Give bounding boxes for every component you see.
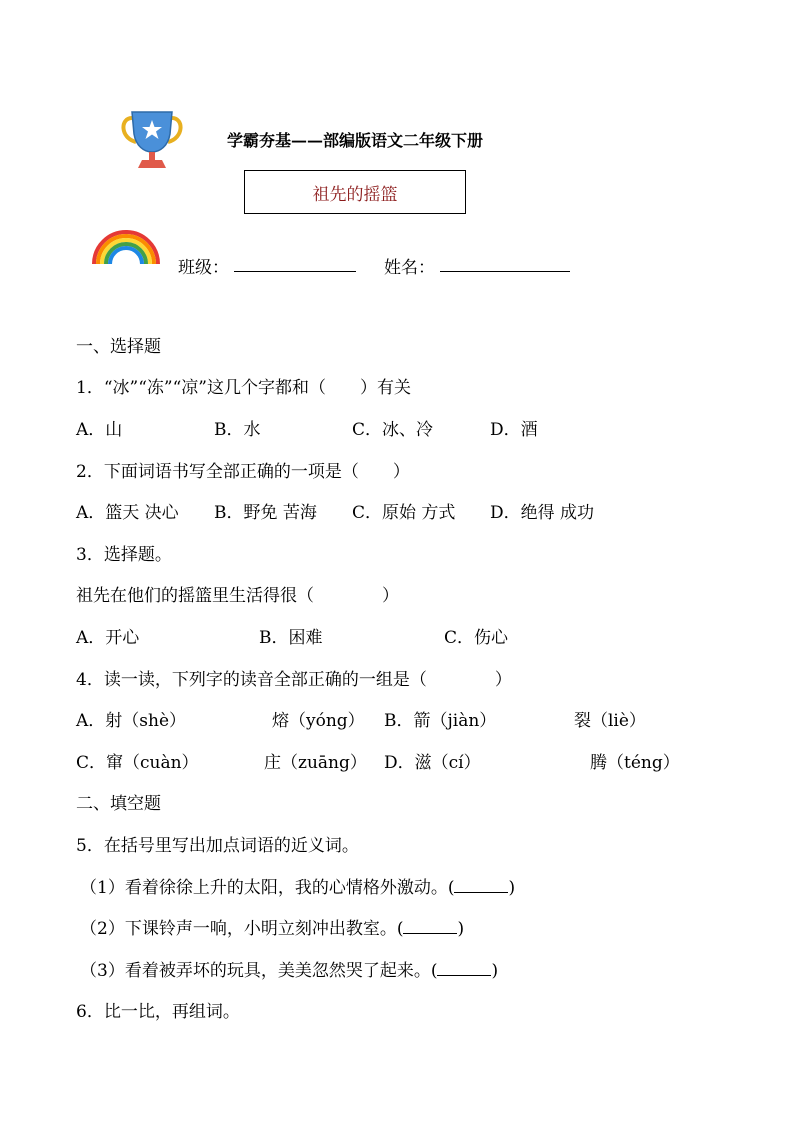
close-paren: ) xyxy=(491,961,499,981)
q5-item-text: （3）看着被弄坏的玩具，美美忽然哭了起来。( xyxy=(80,961,438,981)
q4-option-a-1[interactable]: A．射（shè） xyxy=(76,711,187,731)
section-heading: 二、填空题 xyxy=(76,794,161,814)
q5-item-text: （2）下课铃声一响，小明立刻冲出教室。( xyxy=(80,919,404,939)
answer-blank[interactable] xyxy=(403,919,457,934)
close-paren: ) xyxy=(508,878,516,898)
class-label: 班级： xyxy=(178,258,229,278)
q2-option-c[interactable]: C．原始 方式 xyxy=(352,503,456,523)
q4-option-b-1[interactable]: B．箭（jiàn） xyxy=(384,711,497,731)
question-3: 3．选择题。 xyxy=(76,545,172,565)
q5-item-2 xyxy=(80,918,464,940)
q3-option-b[interactable]: B．困难 xyxy=(259,628,323,648)
q1-option-a[interactable]: A．山 xyxy=(76,420,123,440)
q2-option-a[interactable]: A．篮天 决心 xyxy=(76,503,179,523)
q3-stem: 祖先在他们的摇篮里生活得很（ ） xyxy=(76,586,399,606)
question-1: 1．“冰”“冻”“凉”这几个字都和（ ）有关 xyxy=(76,378,411,398)
close-paren: ) xyxy=(457,919,465,939)
trophy-icon xyxy=(118,108,186,170)
q4-option-d-2: 腾（téng） xyxy=(590,753,680,773)
question-6: 6．比一比，再组词。 xyxy=(76,1002,240,1022)
q5-item-text: （1）看着徐徐上升的太阳，我的心情格外激动。( xyxy=(80,878,455,898)
question-4: 4．读一读，下列字的读音全部正确的一组是（ ） xyxy=(76,670,512,690)
lesson-title-box xyxy=(244,170,466,214)
q3-option-a[interactable]: A．开心 xyxy=(76,628,140,648)
question-5: 5．在括号里写出加点词语的近义词。 xyxy=(76,836,359,856)
answer-blank[interactable] xyxy=(454,878,508,893)
lesson-title: 祖先的摇篮 xyxy=(312,184,398,205)
q5-item-1 xyxy=(80,877,515,899)
class-field[interactable] xyxy=(234,271,356,272)
answer-blank[interactable] xyxy=(437,961,491,976)
name-field[interactable] xyxy=(440,271,570,272)
q5-item-3 xyxy=(80,960,498,982)
q4-option-d-1[interactable]: D．滋（cí） xyxy=(384,753,481,773)
q1-option-c[interactable]: C．冰、冷 xyxy=(352,420,434,440)
q4-option-c-2: 庄（zuāng） xyxy=(264,753,367,773)
section-heading: 一、选择题 xyxy=(76,337,161,357)
q1-option-b[interactable]: B．水 xyxy=(214,420,261,440)
q4-option-c-1[interactable]: C．窜（cuàn） xyxy=(76,753,199,773)
q4-option-a-2: 熔（yóng） xyxy=(272,711,365,731)
q2-option-d[interactable]: D．绝得 成功 xyxy=(490,503,595,523)
q2-option-b[interactable]: B．野免 苦海 xyxy=(214,503,317,523)
rainbow-icon xyxy=(90,228,162,266)
name-label: 姓名： xyxy=(384,258,435,278)
q3-option-c[interactable]: C．伤心 xyxy=(444,628,509,648)
q4-option-b-2: 裂（liè） xyxy=(574,711,646,731)
q1-option-d[interactable]: D．酒 xyxy=(490,420,538,440)
document-title: 学霸夯基——部编版语文二年级下册 xyxy=(227,131,484,150)
question-2: 2．下面词语书写全部正确的一项是（ ） xyxy=(76,462,410,482)
